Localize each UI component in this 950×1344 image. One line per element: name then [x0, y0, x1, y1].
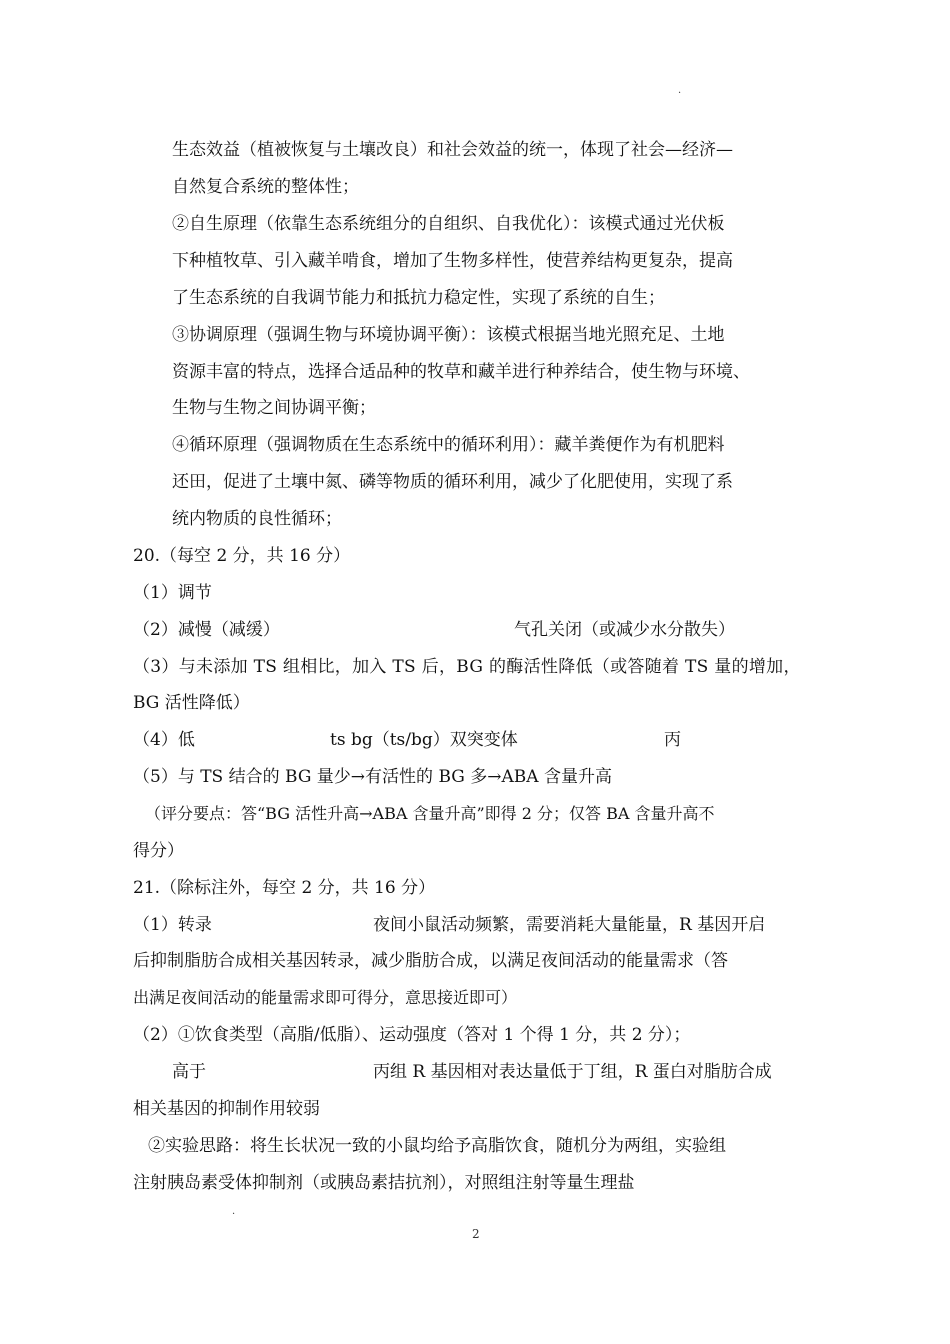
- answer-20-4: （4）低: [133, 730, 195, 750]
- text-line: ③协调原理（强调生物与环境协调平衡）：该模式根据当地光照充足、土地: [172, 325, 725, 345]
- text-line: 相关基因的抑制作用较弱: [133, 1099, 320, 1119]
- question-21-heading: 21.（除标注外，每空 2 分，共 16 分）: [133, 878, 436, 898]
- answer-21-2-b-second: 丙组 R 基因相对表达量低于丁组，R 蛋白对脂肪合成: [373, 1062, 772, 1082]
- answer-20-4-second: ts bg（ts/bg）双突变体: [330, 730, 518, 750]
- footer-mark: ·: [232, 1209, 236, 1220]
- text-line: ④循环原理（强调物质在生态系统中的循环利用）：藏羊粪便作为有机肥料: [172, 435, 725, 455]
- answer-20-2-second: 气孔关闭（或减少水分散失）: [514, 620, 735, 640]
- answer-21-2-b: 高于: [172, 1062, 206, 1082]
- text-line: 资源丰富的特点，选择合适品种的牧草和藏羊进行种养结合，使生物与环境、: [172, 362, 750, 382]
- answer-20-5: （5）与 TS 结合的 BG 量少→有活性的 BG 多→ABA 含量升高: [133, 767, 612, 787]
- answer-20-2: （2）减慢（减缓）: [133, 620, 280, 640]
- text-line: 自然复合系统的整体性；: [172, 177, 359, 197]
- answer-21-2: （2）①饮食类型（高脂/低脂）、运动强度（答对 1 个得 1 分，共 2 分）；: [133, 1025, 691, 1045]
- page-number: 2: [472, 1227, 480, 1241]
- experiment-idea: ②实验思路：将生长状况一致的小鼠均给予高脂饮食，随机分为两组，实验组: [148, 1136, 726, 1156]
- answer-21-1: （1）转录: [133, 915, 212, 935]
- text-line: ②自生原理（依靠生态系统组分的自组织、自我优化）：该模式通过光伏板: [172, 214, 725, 234]
- scoring-note-cont: 得分）: [133, 841, 184, 861]
- answer-20-3: （3）与未添加 TS 组相比，加入 TS 后，BG 的酶活性降低（或答随着 TS 量的增加，: [133, 657, 801, 677]
- text-line: 生物与生物之间协调平衡；: [172, 398, 376, 418]
- scoring-note: （评分要点：答“BG 活性升高→ABA 含量升高”即得 2 分；仅答 BA 含量升高不: [145, 804, 715, 823]
- answer-20-4-third: 丙: [664, 730, 681, 750]
- answer-20-3-cont: BG 活性降低）: [133, 693, 250, 713]
- question-20-heading: 20.（每空 2 分，共 16 分）: [133, 546, 351, 566]
- text-line: 生态效益（植被恢复与土壤改良）和社会效益的统一，体现了社会—经济—: [172, 140, 733, 160]
- header-mark: ·: [678, 88, 682, 99]
- text-line: 还田，促进了土壤中氮、磷等物质的循环利用，减少了化肥使用，实现了系: [172, 472, 733, 492]
- text-line: 后抑制脂肪合成相关基因转录，减少脂肪合成，以满足夜间活动的能量需求（答: [133, 951, 728, 971]
- text-line: 了生态系统的自我调节能力和抵抗力稳定性，实现了系统的自生；: [172, 288, 665, 308]
- text-line: 注射胰岛素受体抑制剂（或胰岛素拮抗剂），对照组注射等量生理盐: [133, 1173, 635, 1193]
- text-line: 出满足夜间活动的能量需求即可得分，意思接近即可）: [133, 988, 518, 1007]
- answer-21-1-second: 夜间小鼠活动频繁，需要消耗大量能量，R 基因开启: [373, 915, 766, 935]
- text-line: 下种植牧草、引入藏羊啃食，增加了生物多样性，使营养结构更复杂，提高: [172, 251, 733, 271]
- answer-20-1: （1）调节: [133, 583, 212, 603]
- text-line: 统内物质的良性循环；: [172, 509, 342, 529]
